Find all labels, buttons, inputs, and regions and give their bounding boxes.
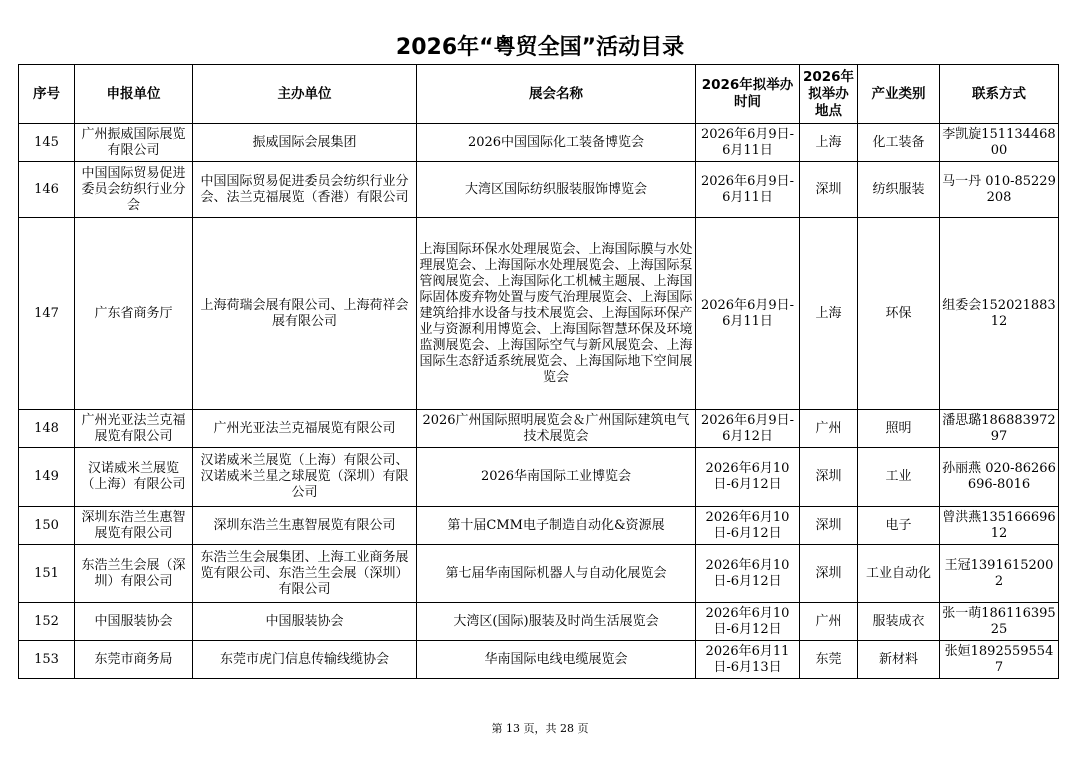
header-row (19, 65, 1059, 124)
cell-exhibition: 第七届华南国际机器人与自动化展览会 (417, 545, 696, 603)
cell-no: 151 (19, 545, 75, 603)
cell-exhibition: 2026华南国际工业博览会 (417, 448, 696, 507)
cell-time: 2026年6月11日-6月13日 (696, 641, 800, 679)
table-row (19, 124, 1059, 162)
table-row (19, 603, 1059, 641)
cell-organizer: 振威国际会展集团 (193, 124, 417, 162)
table-row (19, 162, 1059, 218)
cell-contact: 张姮18925595547 (940, 641, 1059, 679)
cell-industry: 工业自动化 (858, 545, 940, 603)
table-row (19, 641, 1059, 679)
cell-time: 2026年6月10日-6月12日 (696, 545, 800, 603)
col-header-no: 序号 (19, 65, 75, 124)
cell-applicant: 广东省商务厅 (75, 218, 193, 410)
cell-industry: 工业 (858, 448, 940, 507)
cell-no: 146 (19, 162, 75, 218)
table-row (19, 507, 1059, 545)
cell-applicant: 广州光亚法兰克福展览有限公司 (75, 410, 193, 448)
cell-contact: 组委会15202188312 (940, 218, 1059, 410)
cell-place: 深圳 (800, 448, 858, 507)
table-row (19, 448, 1059, 507)
page-title: 2026年“粤贸全国”活动目录 (395, 35, 685, 60)
cell-organizer: 东莞市虎门信息传输线缆协会 (193, 641, 417, 679)
cell-organizer: 中国国际贸易促进委员会纺织行业分会、法兰克福展览（香港）有限公司 (193, 162, 417, 218)
table-row (19, 545, 1059, 603)
cell-organizer: 深圳东浩兰生惠智展览有限公司 (193, 507, 417, 545)
table-row (19, 410, 1059, 448)
cell-place: 东莞 (800, 641, 858, 679)
cell-place: 上海 (800, 124, 858, 162)
col-header-organizer: 主办单位 (193, 65, 417, 124)
cell-place: 广州 (800, 410, 858, 448)
cell-time: 2026年6月10日-6月12日 (696, 603, 800, 641)
page-footer: 第 13 页，共 28 页 (491, 722, 589, 735)
cell-contact: 曾洪燕13516669612 (940, 507, 1059, 545)
cell-exhibition: 华南国际电线电缆展览会 (417, 641, 696, 679)
cell-applicant: 深圳东浩兰生惠智展览有限公司 (75, 507, 193, 545)
cell-industry: 环保 (858, 218, 940, 410)
cell-contact: 张一萌18611639525 (940, 603, 1059, 641)
cell-industry: 服装成衣 (858, 603, 940, 641)
col-header-time: 2026年拟举办时间 (696, 65, 800, 124)
cell-applicant: 东莞市商务局 (75, 641, 193, 679)
cell-industry: 电子 (858, 507, 940, 545)
cell-applicant: 中国服装协会 (75, 603, 193, 641)
cell-exhibition: 2026广州国际照明展览会＆广州国际建筑电气技术展览会 (417, 410, 696, 448)
cell-place: 深圳 (800, 507, 858, 545)
cell-contact: 潘思璐18688397297 (940, 410, 1059, 448)
cell-organizer: 中国服装协会 (193, 603, 417, 641)
cell-time: 2026年6月9日-6月11日 (696, 218, 800, 410)
cell-time: 2026年6月9日-6月12日 (696, 410, 800, 448)
col-header-exhibition: 展会名称 (417, 65, 696, 124)
cell-contact: 马一丹 010-85229208 (940, 162, 1059, 218)
cell-time: 2026年6月10日-6月12日 (696, 507, 800, 545)
cell-no: 150 (19, 507, 75, 545)
cell-no: 145 (19, 124, 75, 162)
cell-time: 2026年6月9日-6月11日 (696, 124, 800, 162)
cell-industry: 纺织服装 (858, 162, 940, 218)
cell-industry: 照明 (858, 410, 940, 448)
cell-no: 148 (19, 410, 75, 448)
cell-no: 152 (19, 603, 75, 641)
cell-contact: 王冠13916152002 (940, 545, 1059, 603)
cell-place: 深圳 (800, 545, 858, 603)
cell-time: 2026年6月10日-6月12日 (696, 448, 800, 507)
cell-contact: 孙丽燕 020-86266696-8016 (940, 448, 1059, 507)
cell-industry: 化工装备 (858, 124, 940, 162)
cell-exhibition: 第十届CMM电子制造自动化&资源展 (417, 507, 696, 545)
cell-no: 153 (19, 641, 75, 679)
col-header-industry: 产业类别 (858, 65, 940, 124)
cell-place: 深圳 (800, 162, 858, 218)
activity-table (18, 64, 1059, 679)
col-header-place: 2026年拟举办地点 (800, 65, 858, 124)
cell-applicant: 东浩兰生会展（深圳）有限公司 (75, 545, 193, 603)
cell-applicant: 中国国际贸易促进委员会纺织行业分会 (75, 162, 193, 218)
cell-applicant: 汉诺威米兰展览（上海）有限公司 (75, 448, 193, 507)
table-row (19, 218, 1059, 410)
cell-place: 上海 (800, 218, 858, 410)
cell-industry: 新材料 (858, 641, 940, 679)
col-header-contact: 联系方式 (940, 65, 1059, 124)
cell-applicant: 广州振威国际展览有限公司 (75, 124, 193, 162)
cell-no: 149 (19, 448, 75, 507)
cell-place: 广州 (800, 603, 858, 641)
cell-exhibition: 上海国际环保水处理展览会、上海国际膜与水处理展览会、上海国际水处理展览会、上海国际泵管阀展览会、上海国际化工机械主题展、上海国际固体废弃物处置与废气治理展览会、上海国际建筑给排水设备与技术展览会、上海国际环保产业与资源利用博览会、上海国际智慧环保及环境监测展览会、上海国际空气与新风展览会、上海国际生态舒适系统展览会、上海国际地下空间展览会 (417, 218, 696, 410)
cell-organizer: 广州光亚法兰克福展览有限公司 (193, 410, 417, 448)
cell-exhibition: 大湾区国际纺织服装服饰博览会 (417, 162, 696, 218)
cell-exhibition: 大湾区(国际)服装及时尚生活展览会 (417, 603, 696, 641)
cell-organizer: 东浩兰生会展集团、上海工业商务展览有限公司、东浩兰生会展（深圳）有限公司 (193, 545, 417, 603)
cell-time: 2026年6月9日-6月11日 (696, 162, 800, 218)
cell-organizer: 汉诺威米兰展览（上海）有限公司、汉诺威米兰星之球展览（深圳）有限公司 (193, 448, 417, 507)
cell-organizer: 上海荷瑞会展有限公司、上海荷祥会展有限公司 (193, 218, 417, 410)
cell-exhibition: 2026中国国际化工装备博览会 (417, 124, 696, 162)
cell-contact: 李凯旋15113446800 (940, 124, 1059, 162)
col-header-applicant: 申报单位 (75, 65, 193, 124)
cell-no: 147 (19, 218, 75, 410)
